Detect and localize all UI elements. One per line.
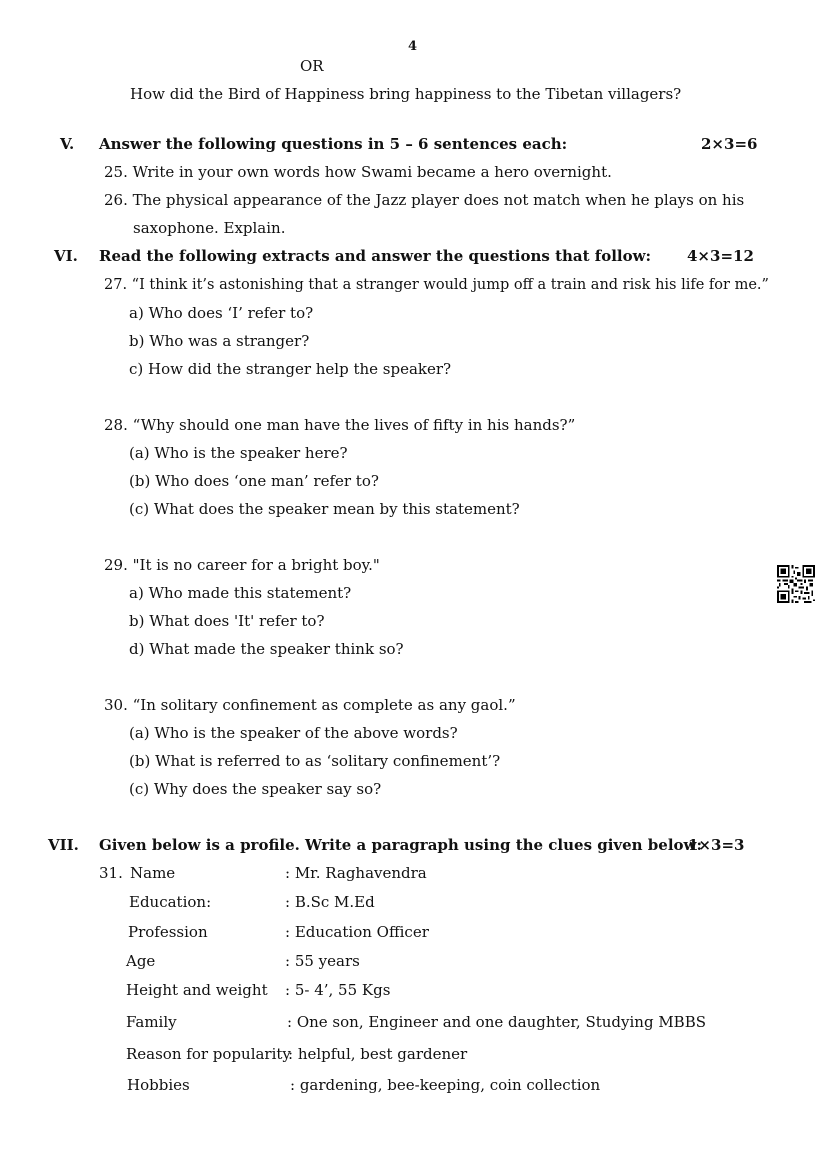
- question-29-b: b) What does 'It' refer to?: [129, 612, 325, 630]
- profile-label-hobbies: Hobbies: [127, 1076, 190, 1094]
- section-7-numeral: VII.: [48, 836, 79, 854]
- section-6-numeral: VI.: [54, 247, 78, 265]
- question-27-c: c) How did the stranger help the speaker?: [129, 360, 452, 378]
- question-24-alternative: How did the Bird of Happiness bring happiness to the Tibetan villagers?: [130, 85, 682, 103]
- question-29: 29. "It is no career for a bright boy.": [104, 556, 380, 574]
- profile-value-hobbies: : gardening, bee-keeping, coin collection: [290, 1076, 601, 1094]
- question-30-b: (b) What is referred to as ‘solitary confinement’?: [129, 752, 501, 770]
- section-5-title: Answer the following questions in 5 – 6 sentences each:: [99, 135, 568, 153]
- profile-label-name: Name: [130, 864, 176, 882]
- profile-value-height-weight: : 5- 4’, 55 Kgs: [285, 981, 391, 999]
- profile-label-age: Age: [126, 952, 156, 970]
- section-5-numeral: V.: [60, 135, 75, 153]
- question-27-b: b) Who was a stranger?: [129, 332, 310, 350]
- profile-value-popularity: : helpful, best gardener: [288, 1045, 468, 1063]
- profile-label-family: Family: [126, 1013, 177, 1031]
- question-28-c: (c) What does the speaker mean by this statement?: [129, 500, 520, 518]
- question-29-a: a) Who made this statement?: [129, 584, 352, 602]
- section-5-marks: 2×3=6: [701, 135, 758, 153]
- question-28-b: (b) Who does ‘one man’ refer to?: [129, 472, 379, 490]
- profile-label-popularity: Reason for popularity: [126, 1045, 291, 1063]
- profile-value-age: : 55 years: [285, 952, 360, 970]
- section-6-title: Read the following extracts and answer the questions that follow:: [99, 247, 652, 265]
- question-28-a: (a) Who is the speaker here?: [129, 444, 348, 462]
- profile-value-education: : B.Sc M.Ed: [285, 893, 375, 911]
- profile-label-height-weight: Height and weight: [126, 981, 268, 999]
- section-6-marks: 4×3=12: [687, 247, 754, 265]
- question-30-c: (c) Why does the speaker say so?: [129, 780, 382, 798]
- profile-label-education: Education:: [129, 893, 212, 911]
- question-27-a: a) Who does ‘I’ refer to?: [129, 304, 314, 322]
- profile-value-name: : Mr. Raghavendra: [285, 864, 427, 882]
- section-7-marks: 1×3=3: [688, 836, 745, 854]
- page-number: 4: [408, 39, 418, 54]
- question-28: 28. “Why should one man have the lives of fifty in his hands?”: [104, 416, 576, 434]
- question-31-number: 31.: [99, 864, 123, 882]
- question-29-d: d) What made the speaker think so?: [129, 640, 404, 658]
- question-30: 30. “In solitary confinement as complete as any gaol.”: [104, 696, 516, 714]
- question-26: 26. The physical appearance of the Jazz player does not match when he plays on his: [104, 191, 745, 209]
- question-27: 27. “I think it’s astonishing that a stranger would jump off a train and risk his life for me.”: [104, 277, 769, 293]
- profile-label-profession: Profession: [128, 923, 208, 941]
- question-30-a: (a) Who is the speaker of the above words?: [129, 724, 458, 742]
- profile-value-profession: : Education Officer: [285, 923, 429, 941]
- question-26-continuation: saxophone. Explain.: [133, 219, 286, 237]
- section-7-title: Given below is a profile. Write a paragraph using the clues given below:: [99, 836, 702, 854]
- question-25: 25. Write in your own words how Swami became a hero overnight.: [104, 163, 612, 181]
- or-label: OR: [300, 57, 324, 75]
- profile-value-family: : One son, Engineer and one daughter, Studying MBBS: [287, 1013, 707, 1031]
- qr-code-icon: [777, 565, 815, 603]
